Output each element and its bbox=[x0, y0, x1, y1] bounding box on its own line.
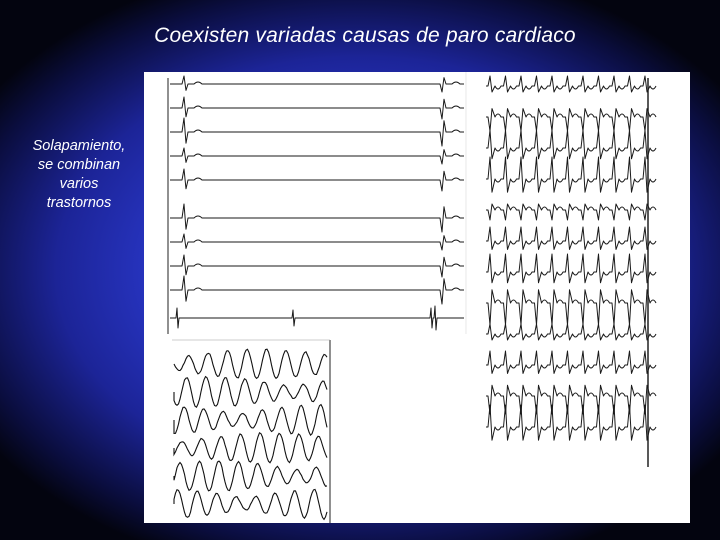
ecg-rhythm-strip bbox=[170, 306, 464, 330]
tachycardia-tracing-panel bbox=[486, 76, 656, 467]
ecg-trace bbox=[486, 157, 656, 192]
ecg-trace bbox=[486, 204, 656, 220]
caption-line: trastornos bbox=[46, 195, 112, 211]
ecg-trace bbox=[486, 385, 656, 414]
ecg-trace bbox=[170, 204, 464, 232]
ecg-trace bbox=[170, 255, 464, 277]
ecg-trace bbox=[486, 227, 656, 249]
caption-line: Solapamiento, bbox=[32, 138, 126, 154]
caption-line: se combinan bbox=[37, 157, 121, 173]
ecg-trace bbox=[170, 234, 464, 250]
ecg-trace bbox=[486, 351, 656, 373]
polymorphic-tracing-panel bbox=[172, 338, 330, 523]
ecg-trace bbox=[170, 148, 464, 164]
pause-tracing-panel bbox=[168, 72, 466, 334]
ecg-trace bbox=[170, 118, 464, 146]
ecg-trace bbox=[486, 324, 656, 340]
ecg-trace bbox=[170, 76, 464, 92]
ecg-trace bbox=[486, 109, 656, 131]
ecg-trace bbox=[170, 276, 464, 304]
ecg-trace bbox=[486, 130, 656, 159]
ecg-trace bbox=[486, 290, 656, 325]
ecg-trace bbox=[170, 97, 464, 119]
ecg-trace bbox=[486, 254, 656, 283]
ecg-figure-svg bbox=[144, 72, 690, 523]
caption-line: varios bbox=[59, 176, 99, 192]
ecg-trace bbox=[486, 405, 656, 440]
slide-title: Coexisten variadas causas de paro cardiaco bbox=[154, 24, 576, 47]
ecg-trace bbox=[486, 76, 656, 92]
ecg-figure bbox=[144, 72, 690, 523]
ecg-trace bbox=[170, 169, 464, 191]
side-caption bbox=[16, 137, 142, 213]
